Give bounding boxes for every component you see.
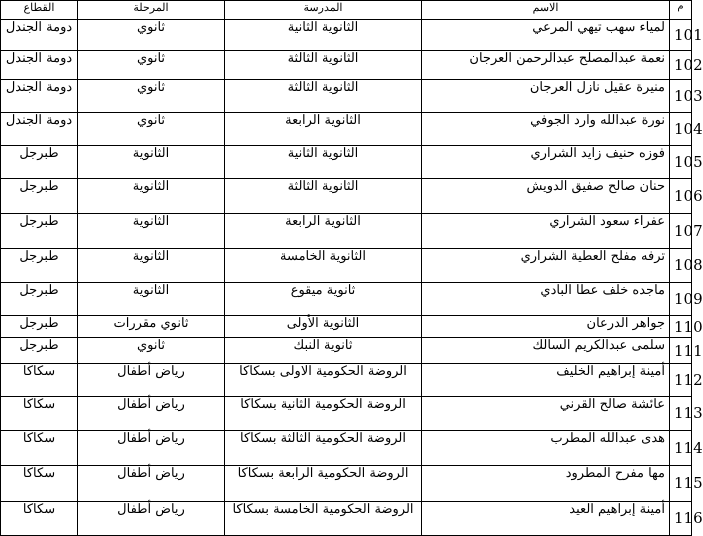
num-cell: 104 (670, 112, 692, 145)
stage-cell: ثانوي (78, 51, 225, 79)
name-cell: عفراء سعود الشراري (422, 213, 670, 248)
table-row (1, 112, 692, 145)
sector-cell: سكاكا (1, 363, 78, 396)
name-cell: مها مفرح المطرود (422, 466, 670, 501)
school-cell: الثانوية الثالثة (225, 79, 422, 112)
num-cell: 116 (670, 501, 692, 535)
header-name: الاسم (422, 1, 670, 20)
header-row (1, 1, 692, 20)
num-cell: 105 (670, 146, 692, 179)
table-row (1, 338, 692, 363)
sector-cell: طبرجل (1, 179, 78, 213)
num-cell: 112 (670, 363, 692, 396)
num-cell: 115 (670, 466, 692, 501)
sector-cell: سكاكا (1, 466, 78, 501)
table-row (1, 466, 692, 501)
name-cell: نورة عبدالله وارد الجوفي (422, 112, 670, 145)
num-cell: 106 (670, 179, 692, 213)
name-cell: سلمى عبدالكريم السالك (422, 338, 670, 363)
num-cell: 113 (670, 396, 692, 430)
school-cell: ثانوية ميقوع (225, 283, 422, 316)
name-cell: أمينة إبراهيم العيد (422, 501, 670, 535)
stage-cell: رياض أطفال (78, 501, 225, 535)
stage-cell: ثانوي مقررات (78, 316, 225, 338)
sector-cell: سكاكا (1, 431, 78, 466)
table-row (1, 146, 692, 179)
table-row (1, 79, 692, 112)
school-cell: الثانوية الثالثة (225, 51, 422, 79)
sector-cell: طبرجل (1, 248, 78, 282)
name-cell: فوزه حنيف زايد الشراري (422, 146, 670, 179)
num-cell: 114 (670, 431, 692, 466)
table-row (1, 20, 692, 51)
sector-cell: دومة الجندل (1, 112, 78, 145)
stage-cell: رياض أطفال (78, 466, 225, 501)
num-cell: 111 (670, 338, 692, 363)
table-row (1, 396, 692, 430)
table-row (1, 179, 692, 213)
school-cell: الروضة الحكومية الثالثة بسكاكا (225, 431, 422, 466)
school-cell: الثانوية الثالثة (225, 179, 422, 213)
school-cell: الثانوية الثانية (225, 146, 422, 179)
table-row (1, 501, 692, 535)
sector-cell: دومة الجندل (1, 79, 78, 112)
sector-cell: طبرجل (1, 338, 78, 363)
name-cell: نعمة عبدالمصلح عبدالرحمن العرجان (422, 51, 670, 79)
name-cell: ترفه مفلح العطية الشراري (422, 248, 670, 282)
name-cell: منيرة عقيل نازل العرجان (422, 79, 670, 112)
num-cell: 102 (670, 51, 692, 79)
name-cell: ماجده خلف عطا البادي (422, 283, 670, 316)
school-cell: الروضة الحكومية الخامسة بسكاكا (225, 501, 422, 535)
name-cell: جواهر الدرعان (422, 316, 670, 338)
stage-cell: ثانوي (78, 79, 225, 112)
school-cell: الروضة الحكومية الرابعة بسكاكا (225, 466, 422, 501)
stage-cell: رياض أطفال (78, 396, 225, 430)
stage-cell: ثانوي (78, 20, 225, 51)
stage-cell: ثانوي (78, 338, 225, 363)
header-num: م (670, 1, 692, 20)
num-cell: 107 (670, 213, 692, 248)
name-cell: هدى عبدالله المطرب (422, 431, 670, 466)
name-cell: لمياء سهب تيهي المرعي (422, 20, 670, 51)
table-row (1, 283, 692, 316)
sector-cell: طبرجل (1, 146, 78, 179)
school-cell: الثانوية الثانية (225, 20, 422, 51)
sector-cell: سكاكا (1, 396, 78, 430)
stage-cell: الثانوية (78, 213, 225, 248)
stage-cell: الثانوية (78, 179, 225, 213)
stage-cell: الثانوية (78, 283, 225, 316)
sector-cell: سكاكا (1, 501, 78, 535)
school-cell: الثانوية الرابعة (225, 213, 422, 248)
header-stage: المرحلة (78, 1, 225, 20)
school-cell: الثانوية الرابعة (225, 112, 422, 145)
header-school: المدرسة (225, 1, 422, 20)
table-row (1, 51, 692, 79)
stage-cell: الثانوية (78, 248, 225, 282)
school-cell: الروضة الحكومية الاولى بسكاكا (225, 363, 422, 396)
stage-cell: رياض أطفال (78, 363, 225, 396)
sector-cell: دومة الجندل (1, 51, 78, 79)
header-sector: القطاع (1, 1, 78, 20)
num-cell: 101 (670, 20, 692, 51)
num-cell: 103 (670, 79, 692, 112)
sector-cell: طبرجل (1, 316, 78, 338)
stage-cell: رياض أطفال (78, 431, 225, 466)
sector-cell: طبرجل (1, 213, 78, 248)
name-cell: أمينة إبراهيم الخليف (422, 363, 670, 396)
num-cell: 109 (670, 283, 692, 316)
table-row (1, 316, 692, 338)
stage-cell: ثانوي (78, 112, 225, 145)
school-cell: الروضة الحكومية الثانية بسكاكا (225, 396, 422, 430)
table-row (1, 363, 692, 396)
school-cell: الثانوية الأولى (225, 316, 422, 338)
table-row (1, 248, 692, 282)
num-cell: 110 (670, 316, 692, 338)
sector-cell: دومة الجندل (1, 20, 78, 51)
school-cell: ثانوية النبك (225, 338, 422, 363)
table-row (1, 431, 692, 466)
table-row (1, 213, 692, 248)
school-cell: الثانوية الخامسة (225, 248, 422, 282)
sector-cell: طبرجل (1, 283, 78, 316)
num-cell: 108 (670, 248, 692, 282)
name-cell: عائشة صالح القرني (422, 396, 670, 430)
name-cell: حنان صالح صفيق الدويش (422, 179, 670, 213)
stage-cell: الثانوية (78, 146, 225, 179)
